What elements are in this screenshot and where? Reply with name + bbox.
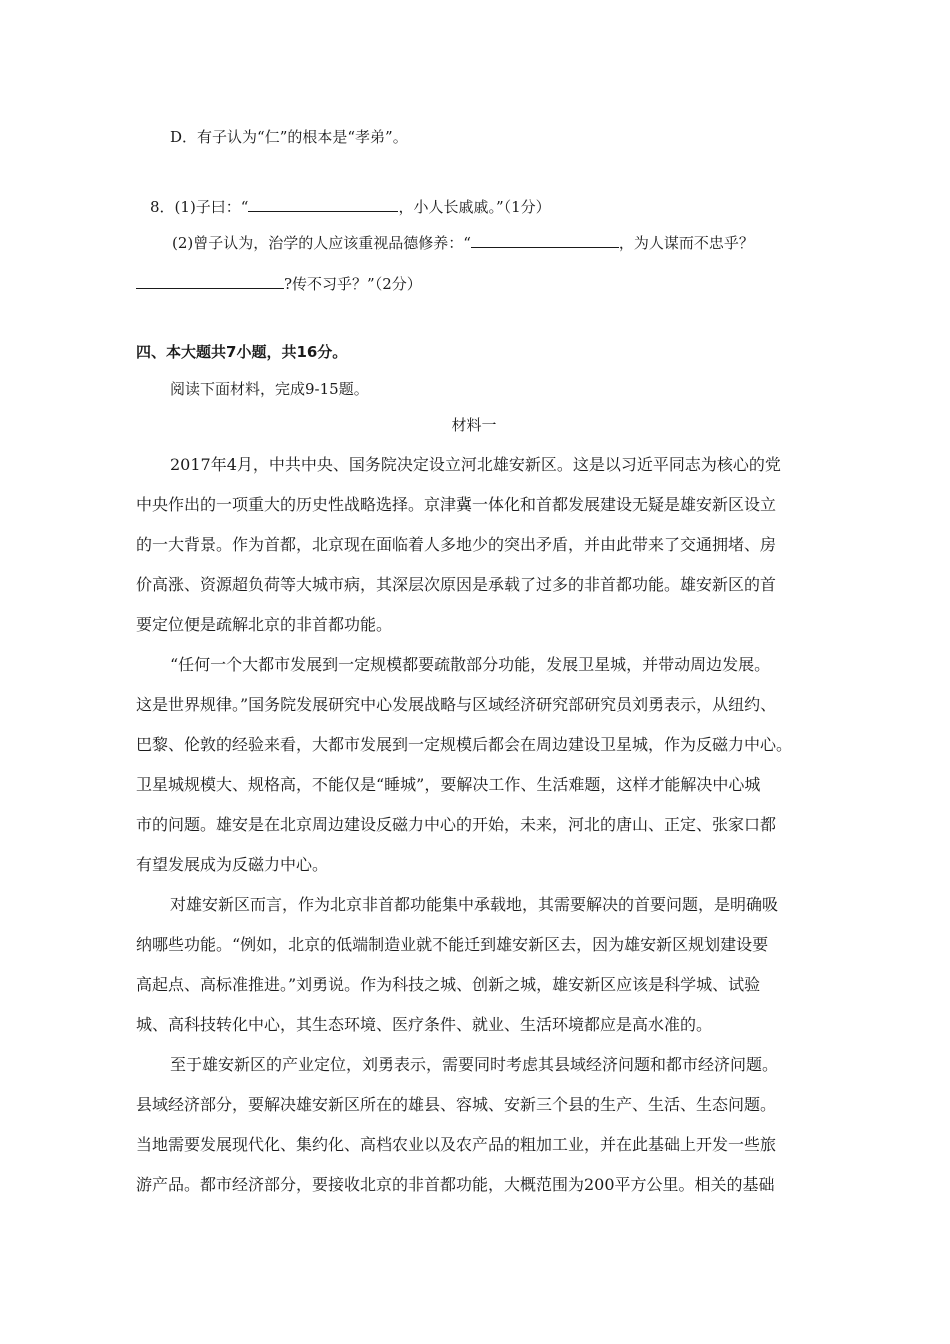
q8-p3-after: ?传不习乎？”（2分） (284, 275, 422, 293)
q8-p2-after: ，为人谋而不忠乎？ (618, 234, 754, 252)
passage-line: “任何一个大都市发展到一定规模都要疏散部分功能，发展卫星城，并带动周边发展。 (170, 655, 771, 674)
passage-line: 游产品。都市经济部分，要接收北京的非首都功能，大概范围为200平方公里。相关的基础 (136, 1175, 775, 1194)
passage-line: 纳哪些功能。“例如，北京的低端制造业就不能迁到雄安新区去，因为雄安新区规划建设要 (136, 935, 769, 954)
passage-line: 对雄安新区而言，作为北京非首都功能集中承载地，其需要解决的首要问题，是明确吸 (170, 895, 779, 914)
passage-line: 市的问题。雄安是在北京周边建设反磁力中心的开始，未来，河北的唐山、正定、张家口都 (136, 815, 777, 834)
q8-p2-before: (2)曾子认为，治学的人应该重视品德修养：“ (172, 234, 471, 252)
passage-line: 高起点、高标准推进。”刘勇说。作为科技之城、创新之城，雄安新区应该是科学城、试验 (136, 975, 761, 994)
answer-blank (248, 196, 398, 212)
passage-line: 卫星城规模大、规格高，不能仅是“睡城”，要解决工作、生活难题，这样才能解决中心城 (136, 775, 761, 794)
passage-line: 2017年4月，中共中央、国务院决定设立河北雄安新区。这是以习近平同志为核心的党 (170, 455, 781, 474)
answer-blank (471, 232, 619, 248)
question-8-part-3 (136, 273, 826, 294)
passage-line: 中央作出的一项重大的历史性战略选择。京津冀一体化和首都发展建设无疑是雄安新区设立 (136, 495, 777, 514)
passage-line: 这是世界规律。”国务院发展研究中心发展战略与区域经济研究部研究员刘勇表示，从纽约、 (136, 695, 777, 714)
passage-line: 至于雄安新区的产业定位，刘勇表示，需要同时考虑其县域经济问题和都市经济问题。 (170, 1055, 779, 1074)
q8-p1-after: ，小人长戚戚。”（1分） (398, 198, 551, 216)
passage-line: 有望发展成为反磁力中心。 (136, 855, 329, 874)
passage-line: 当地需要发展现代化、集约化、高档农业以及农产品的粗加工业，并在此基础上开发一些旅 (136, 1135, 777, 1154)
passage-line: 城、高科技转化中心，其生态环境、医疗条件、就业、生活环境都应是高水准的。 (136, 1015, 713, 1034)
passage-line: 县域经济部分，要解决雄安新区所在的雄县、容城、安新三个县的生产、生活、生态问题。 (136, 1095, 777, 1114)
answer-blank (136, 273, 284, 289)
section-instruction: 阅读下面材料，完成9-15题。 (170, 380, 369, 398)
passage-line: 的一大背景。作为首都，北京现在面临着人多地少的突出矛盾，并由此带来了交通拥堵、房 (136, 535, 777, 554)
q8-p1-before: 8．(1)子曰：“ (150, 198, 249, 216)
passage-line: 价高涨、资源超负荷等大城市病，其深层次原因是承载了过多的非首都功能。雄安新区的首 (136, 575, 777, 594)
question-8-part-2 (172, 232, 862, 253)
passage-line: 巴黎、伦敦的经验来看，大都市发展到一定规模后都会在周边建设卫星城，作为反磁力中心。 (136, 735, 793, 754)
option-d: D．有子认为“仁”的根本是“孝弟”。 (170, 128, 408, 146)
passage-line: 要定位便是疏解北京的非首都功能。 (136, 615, 393, 634)
question-8-part-1 (150, 196, 840, 217)
material-title: 材料一 (451, 416, 497, 434)
section-heading: 四、本大题共7小题，共16分。 (136, 343, 348, 361)
